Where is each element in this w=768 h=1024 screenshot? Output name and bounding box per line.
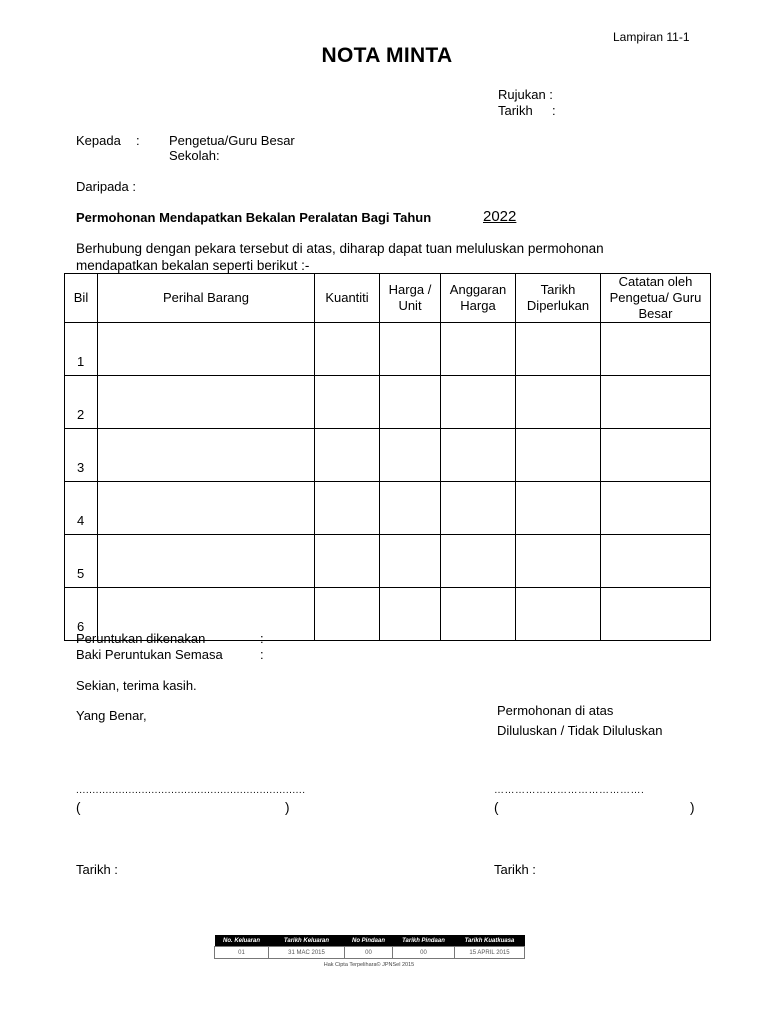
col-header-harga: Harga / Unit xyxy=(380,274,441,323)
col-header-anggaran: Anggaran Harga xyxy=(441,274,516,323)
table-row xyxy=(65,535,711,588)
name-paren-open-right: ( xyxy=(494,800,499,815)
control-value: 31 MAC 2015 xyxy=(269,947,345,959)
copyright-text: Hak Cipta Terpelihara© JPNSel 2015 xyxy=(323,962,415,968)
cell-kuantiti[interactable] xyxy=(315,376,380,429)
cell-tarikh[interactable] xyxy=(516,588,601,641)
control-header-row xyxy=(215,935,525,947)
cell-anggaran[interactable] xyxy=(441,376,516,429)
control-value: 00 xyxy=(345,947,393,959)
row-number: 4 xyxy=(65,482,98,535)
kepada-school: Sekolah: xyxy=(169,148,220,163)
subject-year: 2022 xyxy=(483,208,517,225)
cell-perihal[interactable] xyxy=(98,376,315,429)
intro-paragraph: Berhubung dengan pekara tersebut di atas, diharap dapat tuan meluluskan permohonan mendapatkan bekalan seperti berikut :- xyxy=(76,241,604,273)
cell-perihal[interactable] xyxy=(98,323,315,376)
cell-catatan[interactable] xyxy=(601,482,711,535)
row-number: 6 xyxy=(65,588,98,641)
name-paren-close-left: ) xyxy=(285,800,290,815)
cell-perihal[interactable] xyxy=(98,535,315,588)
yang-benar: Yang Benar, xyxy=(76,708,147,723)
cell-kuantiti[interactable] xyxy=(315,482,380,535)
cell-harga[interactable] xyxy=(380,376,441,429)
control-header: No Pindaan xyxy=(345,935,393,947)
cell-harga[interactable] xyxy=(380,482,441,535)
signature-line-left: ...................................................................... xyxy=(76,785,306,796)
cell-anggaran[interactable] xyxy=(441,482,516,535)
row-number: 1 xyxy=(65,323,98,376)
rujukan-label: Rujukan : xyxy=(498,87,553,102)
name-paren-open-left: ( xyxy=(76,800,81,815)
cell-harga[interactable] xyxy=(380,588,441,641)
cell-catatan[interactable] xyxy=(601,588,711,641)
cell-tarikh[interactable] xyxy=(516,376,601,429)
row-number: 5 xyxy=(65,535,98,588)
table-row xyxy=(65,323,711,376)
row-number: 2 xyxy=(65,376,98,429)
cell-kuantiti[interactable] xyxy=(315,535,380,588)
approval-options: Diluluskan / Tidak Diluluskan xyxy=(497,723,663,738)
cell-catatan[interactable] xyxy=(601,376,711,429)
page-title: NOTA MINTA xyxy=(321,44,453,67)
row-number: 3 xyxy=(65,429,98,482)
cell-harga[interactable] xyxy=(380,535,441,588)
cell-kuantiti[interactable] xyxy=(315,588,380,641)
baki-colon: : xyxy=(260,647,264,662)
cell-tarikh[interactable] xyxy=(516,535,601,588)
kepada-recipient: Pengetua/Guru Besar xyxy=(169,133,295,148)
closing-text: Sekian, terima kasih. xyxy=(76,678,197,693)
table-header-row xyxy=(65,274,711,323)
name-paren-close-right: ) xyxy=(690,800,695,815)
control-value: 01 xyxy=(215,947,269,959)
cell-anggaran[interactable] xyxy=(441,323,516,376)
cell-perihal[interactable] xyxy=(98,482,315,535)
items-table xyxy=(64,273,711,641)
cell-tarikh[interactable] xyxy=(516,482,601,535)
daripada-label: Daripada : xyxy=(76,179,136,194)
cell-catatan[interactable] xyxy=(601,323,711,376)
cell-catatan[interactable] xyxy=(601,535,711,588)
cell-anggaran[interactable] xyxy=(441,588,516,641)
cell-anggaran[interactable] xyxy=(441,535,516,588)
cell-kuantiti[interactable] xyxy=(315,323,380,376)
cell-tarikh[interactable] xyxy=(516,429,601,482)
tarikh-label-top: Tarikh xyxy=(498,103,533,118)
cell-harga[interactable] xyxy=(380,323,441,376)
control-header: Tarikh Keluaran xyxy=(269,935,345,947)
cell-anggaran[interactable] xyxy=(441,429,516,482)
cell-perihal[interactable] xyxy=(98,429,315,482)
control-header: Tarikh Kuatkuasa xyxy=(455,935,525,947)
control-value-row xyxy=(215,947,525,959)
tarikh-label-left: Tarikh : xyxy=(76,862,118,877)
col-header-perihal: Perihal Barang xyxy=(98,274,315,323)
document-control-table xyxy=(214,935,525,959)
tarikh-colon-top: : xyxy=(552,103,556,118)
table-row xyxy=(65,376,711,429)
col-header-tarikh: Tarikh Diperlukan xyxy=(516,274,601,323)
cell-catatan[interactable] xyxy=(601,429,711,482)
subject-line: Permohonan Mendapatkan Bekalan Peralatan Bagi Tahun xyxy=(76,210,432,225)
col-header-kuantiti: Kuantiti xyxy=(315,274,380,323)
baki-label: Baki Peruntukan Semasa xyxy=(76,647,223,662)
cell-kuantiti[interactable] xyxy=(315,429,380,482)
signature-line-right: ……………………………………. xyxy=(494,785,645,796)
control-header: Tarikh Pindaan xyxy=(393,935,455,947)
kepada-label: Kepada xyxy=(76,133,121,148)
col-header-catatan: Catatan oleh Pengetua/ Guru Besar xyxy=(601,274,711,323)
cell-tarikh[interactable] xyxy=(516,323,601,376)
col-header-bil: Bil xyxy=(65,274,98,323)
attachment-number: Lampiran 11-1 xyxy=(613,30,690,44)
peruntukan-colon: : xyxy=(260,631,264,646)
control-value: 15 APRIL 2015 xyxy=(455,947,525,959)
table-row xyxy=(65,482,711,535)
control-header: No. Keluaran xyxy=(215,935,269,947)
table-row xyxy=(65,429,711,482)
cell-harga[interactable] xyxy=(380,429,441,482)
tarikh-label-right: Tarikh : xyxy=(494,862,536,877)
peruntukan-label: Peruntukan dikenakan xyxy=(76,631,206,646)
approval-text: Permohonan di atas xyxy=(497,703,614,718)
kepada-colon: : xyxy=(136,133,140,148)
control-value: 00 xyxy=(393,947,455,959)
